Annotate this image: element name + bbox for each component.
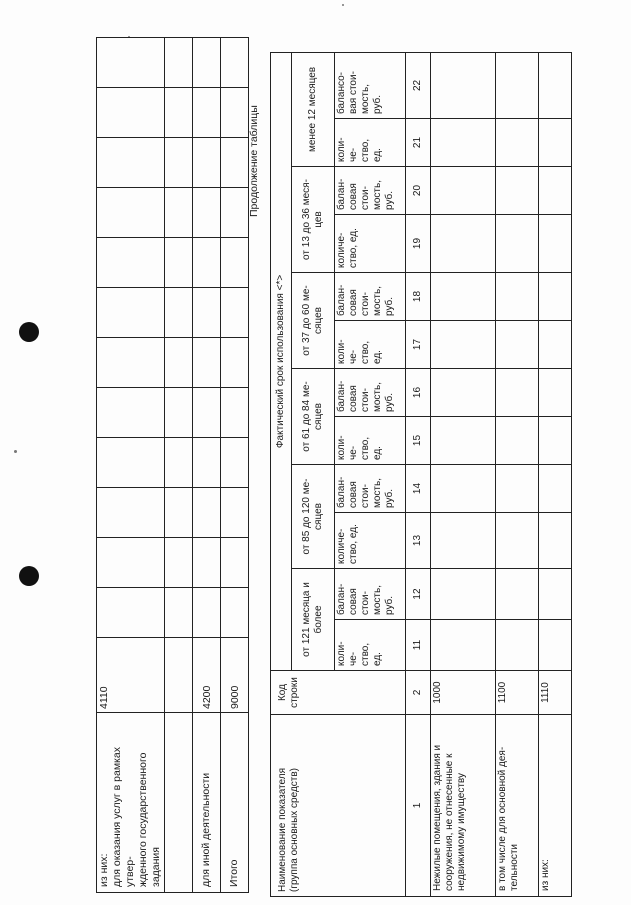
book-value-header: балансо- вая стои- мость, руб. — [335, 52, 406, 118]
table-cell — [496, 369, 539, 417]
table-cell — [193, 38, 221, 88]
table-cell — [193, 338, 221, 388]
column-number: 18 — [406, 273, 431, 321]
table-cell — [97, 238, 165, 288]
table-cell — [431, 417, 496, 465]
column-number: 2 — [406, 671, 431, 715]
column-number: 16 — [406, 369, 431, 417]
table-row — [221, 38, 249, 893]
table-cell — [431, 620, 496, 671]
table-row — [165, 38, 193, 893]
quantity-header: коли- че- ство, ед. — [335, 119, 406, 167]
table-cell — [539, 513, 572, 569]
table-cell — [193, 138, 221, 188]
row-name: для иной деятельности — [193, 713, 221, 893]
table-cell — [165, 238, 193, 288]
table-cell — [165, 288, 193, 338]
row-code: 1000 — [431, 671, 496, 715]
period-header: от 37 до 60 ме- сяцев — [292, 273, 335, 369]
table-cell — [193, 238, 221, 288]
column-number: 19 — [406, 215, 431, 273]
table-cell — [539, 465, 572, 513]
table-cell — [97, 288, 165, 338]
book-value-header: балан- совая стои- мость, руб. — [335, 369, 406, 417]
table-cell — [221, 138, 249, 188]
continuation-label: Продолжение таблицы — [248, 105, 260, 217]
column-number-row — [406, 52, 431, 896]
table-cell — [431, 167, 496, 215]
table-cell — [496, 569, 539, 620]
header-usage-period: Фактический срок использования <*> — [271, 52, 292, 670]
table-cell — [539, 215, 572, 273]
table-cell — [221, 588, 249, 638]
table-cell — [496, 321, 539, 369]
table-cell — [165, 438, 193, 488]
period-header: менее 12 месяцев — [292, 52, 335, 166]
table-cell — [165, 138, 193, 188]
column-number: 22 — [406, 52, 431, 118]
quantity-header: коли- че- ство, ед. — [335, 417, 406, 465]
table-cell — [221, 38, 249, 88]
table-cell — [539, 417, 572, 465]
column-number: 21 — [406, 119, 431, 167]
table-cell — [165, 88, 193, 138]
column-number: 14 — [406, 465, 431, 513]
table-cell — [496, 417, 539, 465]
table-cell — [97, 38, 165, 88]
table-cell — [221, 388, 249, 438]
table-cell — [539, 167, 572, 215]
table-cell — [431, 215, 496, 273]
table-cell — [193, 288, 221, 338]
header-row — [271, 52, 292, 896]
table-cell — [97, 538, 165, 588]
table-cell — [165, 388, 193, 438]
row-name: из них: — [539, 715, 572, 897]
table-row — [431, 52, 496, 896]
row-name: из них: для оказания услуг в рамках утвер- жденного государственного задания — [97, 713, 165, 893]
table-cell — [496, 119, 539, 167]
table-cell — [539, 119, 572, 167]
table-cell — [193, 488, 221, 538]
row-code: 1100 — [496, 671, 539, 715]
column-number: 12 — [406, 569, 431, 620]
table-cell — [496, 52, 539, 118]
table-cell — [165, 488, 193, 538]
table-cell — [496, 465, 539, 513]
table-cell — [496, 273, 539, 321]
book-value-header: балан- совая стои- мость, руб. — [335, 569, 406, 620]
row-code: 9000 — [221, 638, 249, 713]
table-cell — [539, 569, 572, 620]
table-cell — [97, 588, 165, 638]
table-cell — [496, 167, 539, 215]
table-cell — [97, 438, 165, 488]
table-cell — [431, 513, 496, 569]
table-cell — [431, 273, 496, 321]
row-name — [165, 713, 193, 893]
table-cell — [221, 238, 249, 288]
table-cell — [221, 538, 249, 588]
period-header: от 121 месяца и более — [292, 569, 335, 671]
table-row — [97, 38, 165, 893]
table-cell — [496, 620, 539, 671]
table-cell — [539, 52, 572, 118]
column-number: 15 — [406, 417, 431, 465]
table-cell — [221, 338, 249, 388]
table-cell — [97, 88, 165, 138]
quantity-header: количе- ство, ед. — [335, 215, 406, 273]
table-cell — [221, 188, 249, 238]
table-cell — [165, 188, 193, 238]
table-cell — [165, 38, 193, 88]
table-cell — [496, 215, 539, 273]
header-name: Наименование показателя (группа основных средств) — [271, 715, 406, 897]
column-number: 13 — [406, 513, 431, 569]
table-cell — [221, 88, 249, 138]
table-cell — [539, 620, 572, 671]
table-cell — [193, 588, 221, 638]
column-number: 17 — [406, 321, 431, 369]
table-row — [539, 52, 572, 896]
quantity-header: коли- че- ство, ед. — [335, 620, 406, 671]
table-cell — [193, 388, 221, 438]
row-code: 4200 — [193, 638, 221, 713]
table-cell — [221, 488, 249, 538]
main-table — [270, 52, 572, 897]
table-cell — [165, 338, 193, 388]
book-value-header: балан- совая стои- мость, руб. — [335, 167, 406, 215]
row-code — [165, 638, 193, 713]
column-number: 1 — [406, 715, 431, 897]
row-code: 1110 — [539, 671, 572, 715]
book-value-header: балан- совая стои- мость, руб. — [335, 465, 406, 513]
table-cell — [165, 588, 193, 638]
table-cell — [539, 369, 572, 417]
table-cell — [539, 321, 572, 369]
header-code: Код строки — [271, 671, 406, 715]
column-number: 20 — [406, 167, 431, 215]
quantity-header: коли- че- ство, ед. — [335, 321, 406, 369]
row-name: Итого — [221, 713, 249, 893]
row-name: Нежилые помещения, здания и сооружения, не отнесенные к недвижимому имуществу — [431, 715, 496, 897]
table-cell — [431, 119, 496, 167]
table-cell — [97, 388, 165, 438]
table-cell — [97, 138, 165, 188]
table-cell — [431, 465, 496, 513]
table-cell — [193, 88, 221, 138]
top-table — [96, 37, 249, 893]
table-row — [193, 38, 221, 893]
table-cell — [193, 438, 221, 488]
table-cell — [193, 188, 221, 238]
column-number: 11 — [406, 620, 431, 671]
table-cell — [97, 338, 165, 388]
table-cell — [431, 569, 496, 620]
period-header: от 13 до 36 меся- цев — [292, 167, 335, 273]
table-row — [496, 52, 539, 896]
table-cell — [221, 438, 249, 488]
table-cell — [539, 273, 572, 321]
period-header: от 85 до 120 ме- сяцев — [292, 465, 335, 569]
row-code: 4110 — [97, 638, 165, 713]
table-cell — [221, 288, 249, 338]
table-cell — [496, 513, 539, 569]
table-cell — [165, 538, 193, 588]
table-cell — [193, 538, 221, 588]
period-header: от 61 до 84 ме- сяцев — [292, 369, 335, 465]
table-cell — [431, 369, 496, 417]
table-cell — [97, 188, 165, 238]
table-cell — [431, 52, 496, 118]
table-cell — [431, 321, 496, 369]
row-name: в том числе для основной дея- тельности — [496, 715, 539, 897]
table-cell — [97, 488, 165, 538]
book-value-header: балан- совая стои- мость, руб. — [335, 273, 406, 321]
quantity-header: количе- ство, ед. — [335, 513, 406, 569]
